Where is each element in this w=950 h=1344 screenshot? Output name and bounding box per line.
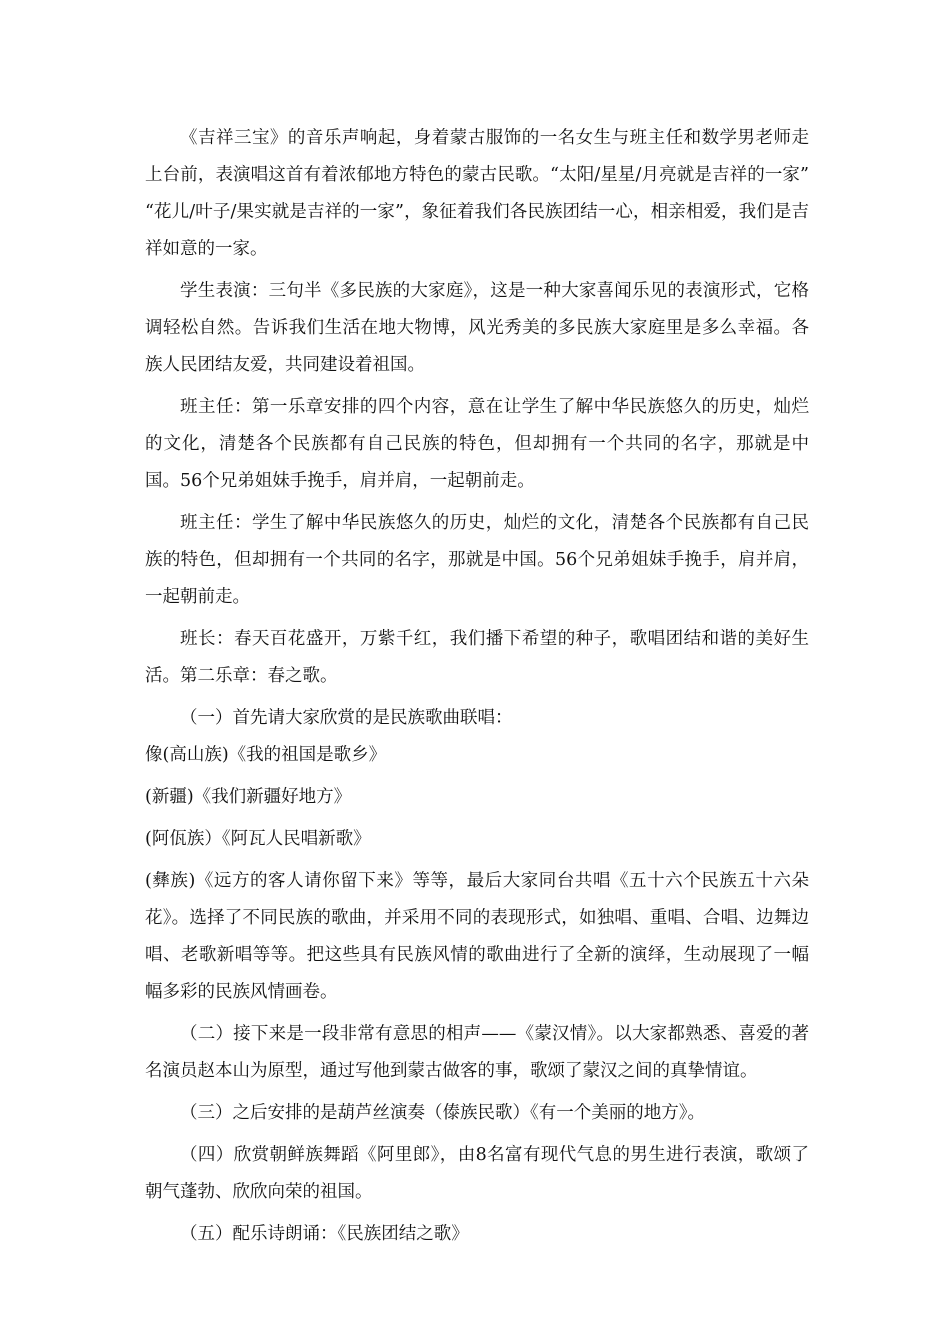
paragraph-jixiang-sanbao: 《吉祥三宝》的音乐声响起，身着蒙古服饰的一名女生与班主任和数学男老师走上台前，表演唱这首有着浓郁地方特色的蒙古民歌。“太阳/星星/月亮就是吉祥的一家” “花儿/叶子/果实就是吉祥的一家”，象征着我们各民族团结一心，相亲相爱，我们是吉祥如意的一家。 — [145, 128, 809, 259]
paragraph-section-one: （一）首先请大家欣赏的是民族歌曲联唱： — [180, 708, 513, 728]
paragraph-section-four: （四）欣赏朝鲜族舞蹈《阿里郎》，由8名富有现代气息的男生进行表演，歌颂了朝气蓬勃、欣欣向荣的祖国。 — [145, 1145, 809, 1202]
paragraph-section-two: （二）接下来是一段非常有意思的相声——《蒙汉情》。以大家都熟悉、喜爱的著名演员赵本山为原型，通过写他到蒙古做客的事，歌颂了蒙汉之间的真挚情谊。 — [145, 1024, 809, 1081]
paragraph-song-xinjiang: (新疆)《我们新疆好地方》 — [145, 787, 352, 807]
paragraph-head-teacher-second: 班主任：学生了解中华民族悠久的历史，灿烂的文化，清楚各个民族都有自己民族的特色，但却拥有一个共同的名字，那就是中国。56个兄弟姐妹手挽手，肩并肩，一起朝前走。 — [145, 513, 809, 607]
paragraph-song-yi: (彝族)《远方的客人请你留下来》等等，最后大家同台共唱《五十六个民族五十六朵花》。选择了不同民族的歌曲，并采用不同的表现形式，如独唱、重唱、合唱、边舞边唱、老歌新唱等等。把这些具有民族风情的歌曲进行了全新的演绎，生动展现了一幅幅多彩的民族风情画卷。 — [145, 871, 809, 1002]
paragraph-section-three: （三）之后安排的是葫芦丝演奏（傣族民歌）《有一个美丽的地方》。 — [180, 1103, 705, 1123]
paragraph-student-performance: 学生表演：三句半《多民族的大家庭》，这是一种大家喜闻乐见的表演形式，它格调轻松自然。告诉我们生活在地大物博，风光秀美的多民族大家庭里是多么幸福。各族人民团结友爱，共同建设着祖国。 — [145, 281, 809, 375]
paragraph-monitor: 班长：春天百花盛开，万紫千红，我们播下希望的种子，歌唱团结和谐的美好生活。第二乐章：春之歌。 — [145, 629, 809, 686]
paragraph-song-gaoshan: 像(高山族)《我的祖国是歌乡》 — [145, 745, 387, 765]
paragraph-song-wa: (阿佤族）《阿瓦人民唱新歌》 — [145, 829, 371, 849]
paragraph-head-teacher-first: 班主任：第一乐章安排的四个内容，意在让学生了解中华民族悠久的历史，灿烂的文化，清楚各个民族都有自己民族的特色，但却拥有一个共同的名字，那就是中国。56个兄弟姐妹手挽手，肩并肩，一起朝前走。 — [145, 397, 809, 491]
paragraph-section-five: （五）配乐诗朗诵：《民族团结之歌》 — [180, 1224, 469, 1244]
document-body — [145, 120, 809, 1258]
